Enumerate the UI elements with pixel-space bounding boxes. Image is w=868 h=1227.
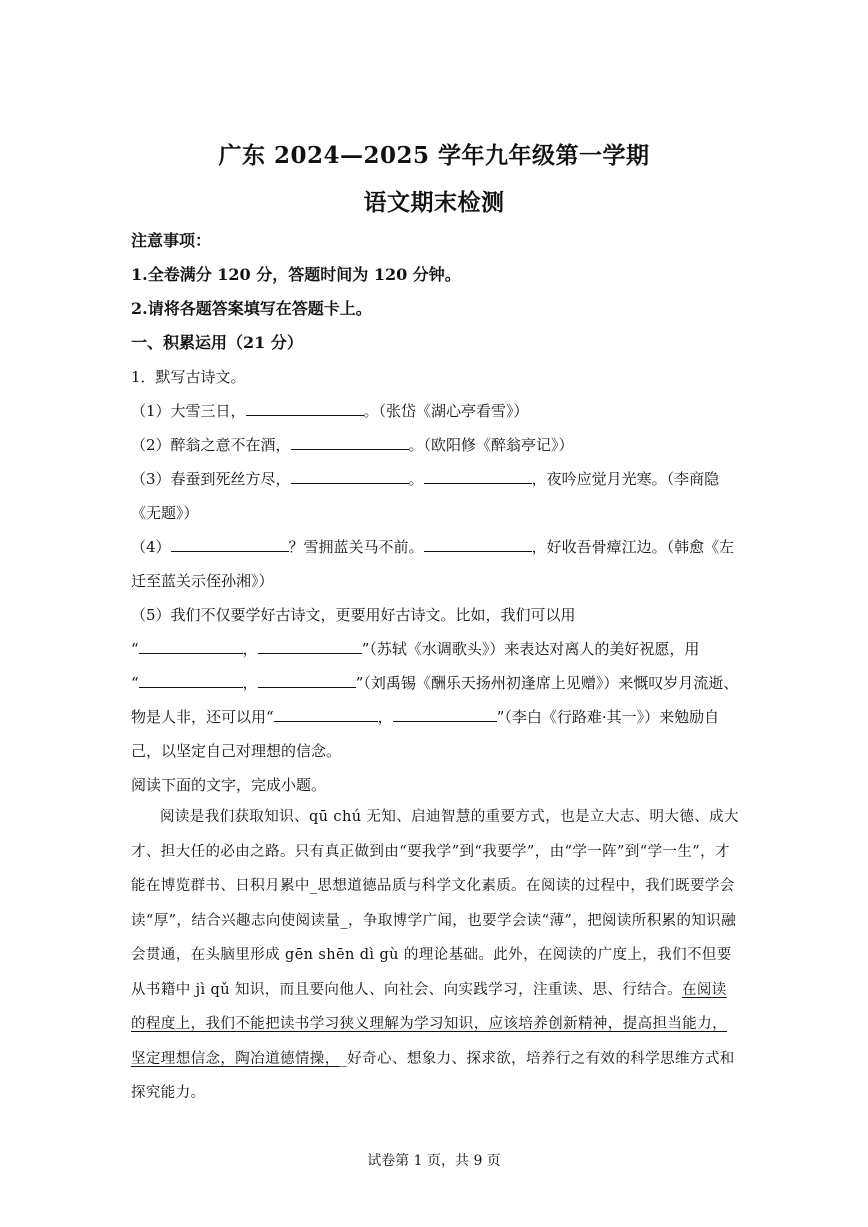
answer-blank bbox=[274, 707, 378, 722]
text: 物是人非，还可以用“ bbox=[131, 708, 274, 726]
text: （1）大雪三日， bbox=[131, 402, 246, 420]
question-1-part-4-cont: 迁至蓝关示侄孙湘》） bbox=[131, 572, 274, 590]
notice-item-1: 1.全卷满分 120 分，答题时间为 120 分钟。 bbox=[131, 265, 461, 284]
question-1-part-5-line-3 bbox=[131, 672, 751, 693]
reading-passage bbox=[131, 800, 741, 1111]
text: 。（张岱《湖心亭看雪》） bbox=[363, 402, 529, 420]
question-1-part-5-line-4 bbox=[131, 706, 751, 727]
text: ”（刘禹锡《酬乐天扬州初逢席上见赠》）来慨叹岁月流逝、 bbox=[355, 674, 739, 692]
answer-blank bbox=[291, 435, 409, 450]
answer-blank bbox=[291, 469, 409, 484]
answer-blank bbox=[139, 673, 243, 688]
answer-blank bbox=[258, 639, 362, 654]
text: 。（欧阳修《醉翁亭记》） bbox=[408, 436, 574, 454]
text: ？雪拥蓝关马不前。 bbox=[288, 538, 424, 556]
text: ”（苏轼《水调歌头》）来表达对离人的美好祝愿，用 bbox=[361, 640, 700, 658]
text: ， bbox=[242, 674, 258, 692]
question-1-part-5-line-5: 己，以坚定自己对理想的信念。 bbox=[131, 742, 342, 760]
answer-blank bbox=[246, 401, 364, 416]
answer-blank bbox=[424, 537, 532, 552]
passage-text: 阅读是我们获取知识、qū chú 无知、启迪智慧的重要方式，也是立大志、明大德、成大才、担大任的必由之路。只有真正做到由“要我学”到“我要学”，由“学一阵”到“学一生”，才能在博览群书、日积月累中_思想道德品质与科学文化素质。在阅读的过程中，我们既要学会读“厚”，结合兴趣志向使阅读量_，争取博学广闻，也要学会读“薄”，把阅读所积累的知识融会贯通，在头脑里形成 gēn shēn dì gù 的理论基础。此外，在阅读的广度上，我们不但要从书籍中 jì qǔ 知识，而且要向他人、向社会、向实践学习，注重读、思、行结合。 bbox=[131, 809, 739, 998]
question-1-part-5-line-2 bbox=[131, 638, 751, 659]
question-1-part-2 bbox=[131, 434, 751, 455]
text: ，夜吟应觉月光寒。（李商隐 bbox=[531, 470, 720, 488]
text: ”（李白《行路难·其一》）来勉励自 bbox=[496, 708, 720, 726]
text: ， bbox=[242, 640, 258, 658]
text: ，好收吾骨瘴江边。（韩愈《左 bbox=[531, 538, 735, 556]
text: （2）醉翁之意不在酒， bbox=[131, 436, 291, 454]
notice-item-2: 2.请将各题答案填写在答题卡上。 bbox=[131, 299, 372, 318]
text: （4） bbox=[131, 538, 171, 556]
passage-underlined-sentence: 在阅读的程度上，我们不能把读书学习狭义理解为学习知识，应该培养创新精神，提高担当能力，坚定理想信念，陶冶道德情操， bbox=[131, 981, 727, 1067]
answer-blank bbox=[139, 639, 243, 654]
page-footer: 试卷第 1 页，共 9 页 bbox=[367, 1153, 501, 1169]
text: 。 bbox=[408, 470, 424, 488]
text: “ bbox=[131, 640, 139, 658]
answer-blank bbox=[393, 707, 497, 722]
notice-heading: 注意事项： bbox=[131, 231, 212, 250]
question-1-part-1 bbox=[131, 400, 751, 421]
answer-blank bbox=[171, 537, 289, 552]
question-1-part-3-cont: 《无题》） bbox=[131, 504, 199, 522]
text: “ bbox=[131, 674, 139, 692]
text: （3）春蚕到死丝方尽， bbox=[131, 470, 291, 488]
question-1-part-4 bbox=[131, 536, 751, 557]
section-heading: 一、积累运用（21 分） bbox=[131, 333, 303, 352]
exam-title: 广东 2024—2025 学年九年级第一学期 bbox=[218, 142, 650, 169]
text: ， bbox=[377, 708, 393, 726]
question-1-stem: 1．默写古诗文。 bbox=[131, 368, 246, 386]
answer-blank bbox=[424, 469, 532, 484]
exam-subtitle: 语文期末检测 bbox=[363, 189, 505, 216]
answer-blank bbox=[258, 673, 356, 688]
question-1-part-5: （5）我们不仅要学好古诗文，更要用好古诗文。比如，我们可以用 bbox=[131, 606, 576, 624]
reading-instruction: 阅读下面的文字，完成小题。 bbox=[131, 776, 327, 794]
passage-text: _好奇心、想象力、探求欲，培养行之有效的科学思维方式和探究能力。 bbox=[131, 1050, 735, 1101]
passage-paragraph bbox=[131, 800, 741, 1111]
question-1-part-3 bbox=[131, 468, 751, 489]
